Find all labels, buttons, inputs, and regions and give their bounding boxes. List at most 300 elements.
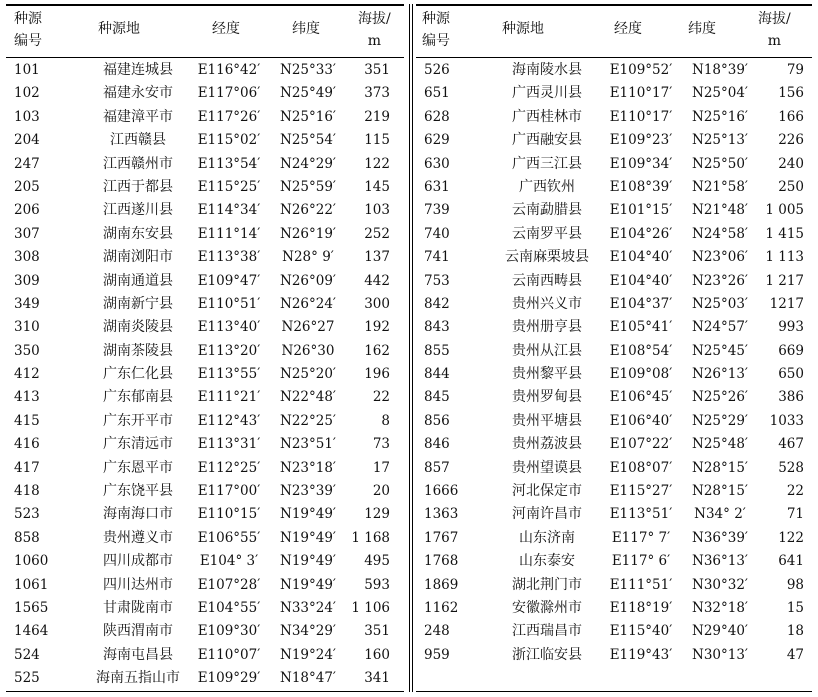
cell-altitude: 166 <box>778 108 804 125</box>
cell-id: 739 <box>424 202 450 219</box>
cell-place: 广西三江县 <box>512 155 582 172</box>
cell-id: 858 <box>14 529 40 546</box>
cell-latitude: N28°15′ <box>692 459 748 476</box>
cell-id: 412 <box>14 366 40 383</box>
table-row <box>6 292 404 315</box>
cell-place: 广西融安县 <box>512 132 582 149</box>
cell-longitude: E111°14′ <box>197 225 261 242</box>
cell-place: 湖北荆门市 <box>512 576 582 593</box>
header-lon: 经度 <box>212 21 240 37</box>
cell-id: 308 <box>14 249 40 266</box>
cell-place: 贵州黎平县 <box>512 366 582 383</box>
cell-longitude: E117°00′ <box>197 483 261 500</box>
cell-longitude: E101°15′ <box>609 202 673 219</box>
cell-latitude: N24°58′ <box>692 225 748 242</box>
cell-place: 广东清远市 <box>103 436 173 453</box>
cell-latitude: N26°27 <box>281 319 335 336</box>
cell-altitude: 1 415 <box>765 225 804 242</box>
cell-latitude: N33°24′ <box>280 599 336 616</box>
cell-longitude: E109°29′ <box>197 670 261 687</box>
cell-longitude: E115°02′ <box>197 132 261 149</box>
cell-altitude: 219 <box>364 108 390 125</box>
cell-id: 523 <box>14 506 40 523</box>
table-header <box>416 5 812 57</box>
header-lat: 纬度 <box>292 21 320 37</box>
cell-place: 海南屯昌县 <box>103 646 173 663</box>
table-row <box>6 269 404 292</box>
cell-altitude: 226 <box>778 132 804 149</box>
cell-latitude: N25°50′ <box>692 155 748 172</box>
cell-id: 413 <box>14 389 40 406</box>
header-alt: 海拔/ m <box>758 11 791 49</box>
cell-id: 102 <box>14 85 40 102</box>
cell-id: 350 <box>14 342 40 359</box>
header-lat: 纬度 <box>688 21 716 37</box>
cell-altitude: 351 <box>364 623 390 640</box>
cell-longitude: E104°26′ <box>609 225 673 242</box>
cell-latitude: N19°49′ <box>280 529 336 546</box>
cell-altitude: 15 <box>786 599 804 616</box>
cell-latitude: N29°40′ <box>692 623 748 640</box>
table-row <box>6 315 404 338</box>
table-row <box>6 81 404 104</box>
table-row <box>6 502 404 525</box>
cell-place: 湖南东安县 <box>103 225 173 242</box>
cell-place: 海南陵水县 <box>512 62 582 78</box>
cell-id: 753 <box>424 272 450 289</box>
cell-altitude: 442 <box>364 272 390 289</box>
cell-altitude: 137 <box>364 249 390 266</box>
cell-altitude: 1 168 <box>351 529 390 546</box>
cell-longitude: E110°07′ <box>197 646 261 663</box>
table-row <box>416 409 812 432</box>
cell-longitude: E113°54′ <box>197 155 261 172</box>
cell-place: 云南麻栗坡县 <box>505 249 589 266</box>
table-row <box>416 573 812 596</box>
cell-place: 江西赣州市 <box>103 155 173 172</box>
cell-altitude: 250 <box>778 178 804 195</box>
cell-latitude: N23°06′ <box>692 249 748 266</box>
cell-place: 贵州兴义市 <box>512 295 582 312</box>
table-row <box>6 58 404 81</box>
table-row <box>416 643 812 666</box>
cell-latitude: N28°15′ <box>692 483 748 500</box>
cell-altitude: 47 <box>786 646 804 663</box>
table-row <box>6 222 404 245</box>
cell-longitude: E106°55′ <box>197 529 261 546</box>
cell-id: 418 <box>14 483 40 500</box>
cell-longitude: E111°21′ <box>197 389 261 406</box>
cell-place: 江西遂川县 <box>103 202 173 219</box>
cell-id: 101 <box>14 62 40 78</box>
cell-latitude: N25°16′ <box>692 108 748 125</box>
cell-longitude: E104°37′ <box>609 295 673 312</box>
cell-latitude: N22°48′ <box>280 389 336 406</box>
cell-altitude: 252 <box>364 225 390 242</box>
cell-place: 湖南新宁县 <box>103 295 173 312</box>
header-place: 种源地 <box>502 21 544 37</box>
cell-place: 云南西畴县 <box>512 272 582 289</box>
cell-latitude: N25°03′ <box>692 295 748 312</box>
cell-altitude: 196 <box>364 366 390 383</box>
center-divider-line <box>409 4 410 692</box>
cell-place: 湖南茶陵县 <box>103 342 173 359</box>
cell-place: 贵州遵义市 <box>103 529 173 546</box>
cell-longitude: E115°27′ <box>609 483 673 500</box>
cell-id: 629 <box>424 132 450 149</box>
cell-id: 844 <box>424 366 450 383</box>
cell-place: 浙江临安县 <box>512 646 582 663</box>
cell-latitude: N34° 2′ <box>694 506 746 523</box>
cell-altitude: 240 <box>778 155 804 172</box>
cell-longitude: E108°54′ <box>609 342 673 359</box>
cell-altitude: 18 <box>786 623 804 640</box>
cell-altitude: 73 <box>372 436 390 453</box>
table-row <box>6 643 404 666</box>
cell-place: 江西瑞昌市 <box>512 623 582 640</box>
table-row <box>6 128 404 151</box>
cell-latitude: N19°49′ <box>280 576 336 593</box>
cell-id: 1162 <box>424 599 459 616</box>
cell-longitude: E107°22′ <box>609 436 673 453</box>
cell-longitude: E109°23′ <box>609 132 673 149</box>
table-row <box>6 175 404 198</box>
cell-longitude: E115°40′ <box>609 623 673 640</box>
cell-altitude: 162 <box>364 342 390 359</box>
table-row <box>416 526 812 549</box>
cell-id: 1767 <box>424 529 459 546</box>
table-row <box>416 81 812 104</box>
table-row <box>416 269 812 292</box>
cell-longitude: E117° 7′ <box>611 529 671 546</box>
cell-altitude: 8 <box>381 412 390 429</box>
cell-place: 广东恩平市 <box>103 459 173 476</box>
cell-longitude: E112°43′ <box>197 412 261 429</box>
table-row <box>416 175 812 198</box>
table-row <box>416 315 812 338</box>
cell-longitude: E109°47′ <box>197 272 261 289</box>
cell-longitude: E105°41′ <box>609 319 673 336</box>
cell-altitude: 103 <box>364 202 390 219</box>
table-row <box>6 619 404 642</box>
cell-latitude: N25°45′ <box>692 342 748 359</box>
table-row <box>416 479 812 502</box>
cell-latitude: N32°18′ <box>692 599 748 616</box>
table-body <box>6 58 404 690</box>
cell-place: 贵州平塘县 <box>512 412 582 429</box>
cell-altitude: 528 <box>778 459 804 476</box>
cell-altitude: 386 <box>778 389 804 406</box>
table-row <box>6 198 404 221</box>
cell-latitude: N24°57′ <box>692 319 748 336</box>
cell-altitude: 22 <box>786 483 804 500</box>
cell-latitude: N19°24′ <box>280 646 336 663</box>
cell-place: 河北保定市 <box>512 483 582 500</box>
cell-latitude: N30°32′ <box>692 576 748 593</box>
cell-longitude: E117° 6′ <box>611 553 671 570</box>
cell-latitude: N25°48′ <box>692 436 748 453</box>
bottom-rule <box>416 691 812 693</box>
cell-longitude: E117°06′ <box>197 85 261 102</box>
cell-longitude: E108°39′ <box>609 178 673 195</box>
cell-id: 416 <box>14 436 40 453</box>
cell-altitude: 669 <box>778 342 804 359</box>
cell-longitude: E108°07′ <box>609 459 673 476</box>
cell-latitude: N25°20′ <box>280 366 336 383</box>
cell-latitude: N36°39′ <box>692 529 748 546</box>
cell-latitude: N26°09′ <box>280 272 336 289</box>
table-row <box>416 619 812 642</box>
cell-place: 湖南浏阳市 <box>103 249 173 266</box>
table-row <box>416 596 812 619</box>
cell-longitude: E110°17′ <box>609 108 673 125</box>
cell-latitude: N26°24′ <box>280 295 336 312</box>
cell-id: 740 <box>424 225 450 242</box>
table-row <box>6 362 404 385</box>
cell-longitude: E104° 3′ <box>199 553 259 570</box>
cell-longitude: E109°08′ <box>609 366 673 383</box>
header-lon: 经度 <box>614 21 642 37</box>
cell-id: 1565 <box>14 599 49 616</box>
cell-longitude: E119°43′ <box>609 646 673 663</box>
cell-longitude: E104°55′ <box>197 599 261 616</box>
cell-id: 526 <box>424 62 450 78</box>
cell-id: 959 <box>424 646 450 663</box>
cell-longitude: E110°15′ <box>197 506 261 523</box>
cell-id: 349 <box>14 295 40 312</box>
cell-altitude: 98 <box>786 576 804 593</box>
cell-latitude: N26°13′ <box>692 366 748 383</box>
cell-longitude: E117°26′ <box>197 108 261 125</box>
cell-place: 广西钦州 <box>519 178 575 195</box>
header-place: 种源地 <box>98 21 140 37</box>
cell-latitude: N25°26′ <box>692 389 748 406</box>
table-row <box>6 479 404 502</box>
cell-altitude: 192 <box>364 319 390 336</box>
table-row <box>416 362 812 385</box>
center-divider-line-2 <box>412 4 413 692</box>
cell-place: 海南五指山市 <box>96 670 180 687</box>
cell-longitude: E104°40′ <box>609 272 673 289</box>
table-row <box>416 245 812 268</box>
cell-altitude: 650 <box>778 366 804 383</box>
cell-id: 103 <box>14 108 40 125</box>
cell-id: 415 <box>14 412 40 429</box>
cell-latitude: N19°49′ <box>280 506 336 523</box>
cell-place: 陕西渭南市 <box>103 623 173 640</box>
table-row <box>416 128 812 151</box>
cell-place: 四川成都市 <box>103 553 173 570</box>
cell-altitude: 1217 <box>769 295 804 312</box>
cell-place: 贵州从江县 <box>512 342 582 359</box>
cell-altitude: 122 <box>364 155 390 172</box>
cell-id: 845 <box>424 389 450 406</box>
cell-longitude: E109°30′ <box>197 623 261 640</box>
cell-altitude: 145 <box>364 178 390 195</box>
table-header <box>6 5 404 57</box>
cell-latitude: N25°49′ <box>280 85 336 102</box>
cell-place: 贵州册亨县 <box>512 319 582 336</box>
cell-latitude: N21°58′ <box>692 178 748 195</box>
cell-altitude: 71 <box>786 506 804 523</box>
cell-place: 江西赣县 <box>110 132 166 149</box>
cell-altitude: 993 <box>778 319 804 336</box>
cell-longitude: E113°55′ <box>197 366 261 383</box>
cell-longitude: E113°40′ <box>197 319 261 336</box>
cell-latitude: N25°33′ <box>280 62 336 78</box>
cell-place: 贵州罗甸县 <box>512 389 582 406</box>
table-row <box>6 339 404 362</box>
cell-place: 福建永安市 <box>103 85 173 102</box>
cell-latitude: N28° 9′ <box>282 249 334 266</box>
header-id: 种源 编号 <box>14 11 42 49</box>
cell-altitude: 156 <box>778 85 804 102</box>
cell-place: 云南罗平县 <box>512 225 582 242</box>
cell-id: 247 <box>14 155 40 172</box>
table-row <box>6 409 404 432</box>
header-id: 种源 编号 <box>422 11 450 49</box>
cell-place: 江西于都县 <box>103 178 173 195</box>
cell-place: 云南勐腊县 <box>512 202 582 219</box>
cell-longitude: E113°51′ <box>609 506 673 523</box>
cell-place: 海南海口市 <box>103 506 173 523</box>
cell-id: 1768 <box>424 553 459 570</box>
cell-longitude: E107°28′ <box>197 576 261 593</box>
cell-altitude: 467 <box>778 436 804 453</box>
cell-latitude: N18°47′ <box>280 670 336 687</box>
cell-id: 842 <box>424 295 450 312</box>
cell-altitude: 1033 <box>769 412 804 429</box>
cell-id: 631 <box>424 178 450 195</box>
cell-longitude: E113°38′ <box>197 249 261 266</box>
cell-altitude: 1 113 <box>765 249 804 266</box>
cell-altitude: 593 <box>364 576 390 593</box>
cell-id: 651 <box>424 85 450 102</box>
table-row <box>6 666 404 689</box>
cell-longitude: E114°34′ <box>197 202 261 219</box>
cell-place: 山东泰安 <box>519 553 575 570</box>
cell-altitude: 17 <box>372 459 390 476</box>
table-row <box>416 502 812 525</box>
cell-latitude: N21°48′ <box>692 202 748 219</box>
table-row <box>6 573 404 596</box>
cell-place: 贵州荔波县 <box>512 436 582 453</box>
cell-longitude: E106°40′ <box>609 412 673 429</box>
left-table-half <box>6 4 404 692</box>
cell-altitude: 20 <box>372 483 390 500</box>
cell-id: 1363 <box>424 506 459 523</box>
cell-latitude: N18°39′ <box>692 62 748 78</box>
cell-place: 广东开平市 <box>103 412 173 429</box>
cell-place: 贵州望谟县 <box>512 459 582 476</box>
cell-id: 1869 <box>424 576 459 593</box>
table-row <box>6 385 404 408</box>
cell-latitude: N34°29′ <box>280 623 336 640</box>
cell-id: 856 <box>424 412 450 429</box>
cell-latitude: N25°54′ <box>280 132 336 149</box>
cell-id: 309 <box>14 272 40 289</box>
cell-longitude: E109°52′ <box>609 62 673 78</box>
table-row <box>6 456 404 479</box>
cell-id: 741 <box>424 249 450 266</box>
cell-place: 广西灵川县 <box>512 85 582 102</box>
cell-latitude: N25°16′ <box>280 108 336 125</box>
cell-altitude: 129 <box>364 506 390 523</box>
cell-longitude: E115°25′ <box>197 178 261 195</box>
table-row <box>6 152 404 175</box>
cell-altitude: 122 <box>778 529 804 546</box>
cell-id: 204 <box>14 132 40 149</box>
table-row <box>416 549 812 572</box>
cell-id: 307 <box>14 225 40 242</box>
cell-latitude: N26°30 <box>281 342 335 359</box>
header-alt: 海拔/ m <box>358 11 391 49</box>
cell-longitude: E113°31′ <box>197 436 261 453</box>
right-table-half <box>416 4 812 692</box>
cell-id: 524 <box>14 646 40 663</box>
cell-place: 福建连城县 <box>103 62 173 78</box>
table-row <box>6 432 404 455</box>
table-row <box>6 245 404 268</box>
table-row <box>416 456 812 479</box>
cell-latitude: N36°13′ <box>692 553 748 570</box>
cell-longitude: E112°25′ <box>197 459 261 476</box>
cell-latitude: N19°49′ <box>280 553 336 570</box>
cell-latitude: N23°39′ <box>280 483 336 500</box>
cell-longitude: E116°42′ <box>197 62 261 78</box>
cell-latitude: N25°59′ <box>280 178 336 195</box>
cell-place: 四川达州市 <box>103 576 173 593</box>
cell-id: 310 <box>14 319 40 336</box>
cell-id: 206 <box>14 202 40 219</box>
cell-id: 1061 <box>14 576 49 593</box>
cell-altitude: 351 <box>364 62 390 78</box>
cell-altitude: 115 <box>364 132 390 149</box>
cell-latitude: N25°29′ <box>692 412 748 429</box>
cell-id: 417 <box>14 459 40 476</box>
bottom-rule <box>6 691 404 693</box>
table-row <box>416 198 812 221</box>
cell-altitude: 1 106 <box>351 599 390 616</box>
table-row <box>6 526 404 549</box>
cell-place: 福建漳平市 <box>103 108 173 125</box>
cell-latitude: N22°25′ <box>280 412 336 429</box>
cell-altitude: 341 <box>364 670 390 687</box>
cell-id: 205 <box>14 178 40 195</box>
cell-altitude: 641 <box>778 553 804 570</box>
table-row <box>416 292 812 315</box>
cell-place: 广西桂林市 <box>512 108 582 125</box>
table-row <box>416 105 812 128</box>
cell-altitude: 22 <box>372 389 390 406</box>
cell-longitude: E113°20′ <box>197 342 261 359</box>
cell-id: 846 <box>424 436 450 453</box>
cell-latitude: N30°13′ <box>692 646 748 663</box>
cell-id: 855 <box>424 342 450 359</box>
cell-latitude: N23°18′ <box>280 459 336 476</box>
cell-altitude: 1 217 <box>765 272 804 289</box>
cell-altitude: 300 <box>364 295 390 312</box>
cell-id: 843 <box>424 319 450 336</box>
cell-longitude: E110°17′ <box>609 85 673 102</box>
cell-latitude: N26°19′ <box>280 225 336 242</box>
cell-altitude: 160 <box>364 646 390 663</box>
table-row <box>416 58 812 81</box>
table-row <box>416 222 812 245</box>
cell-latitude: N26°22′ <box>280 202 336 219</box>
cell-id: 628 <box>424 108 450 125</box>
table-row <box>416 339 812 362</box>
